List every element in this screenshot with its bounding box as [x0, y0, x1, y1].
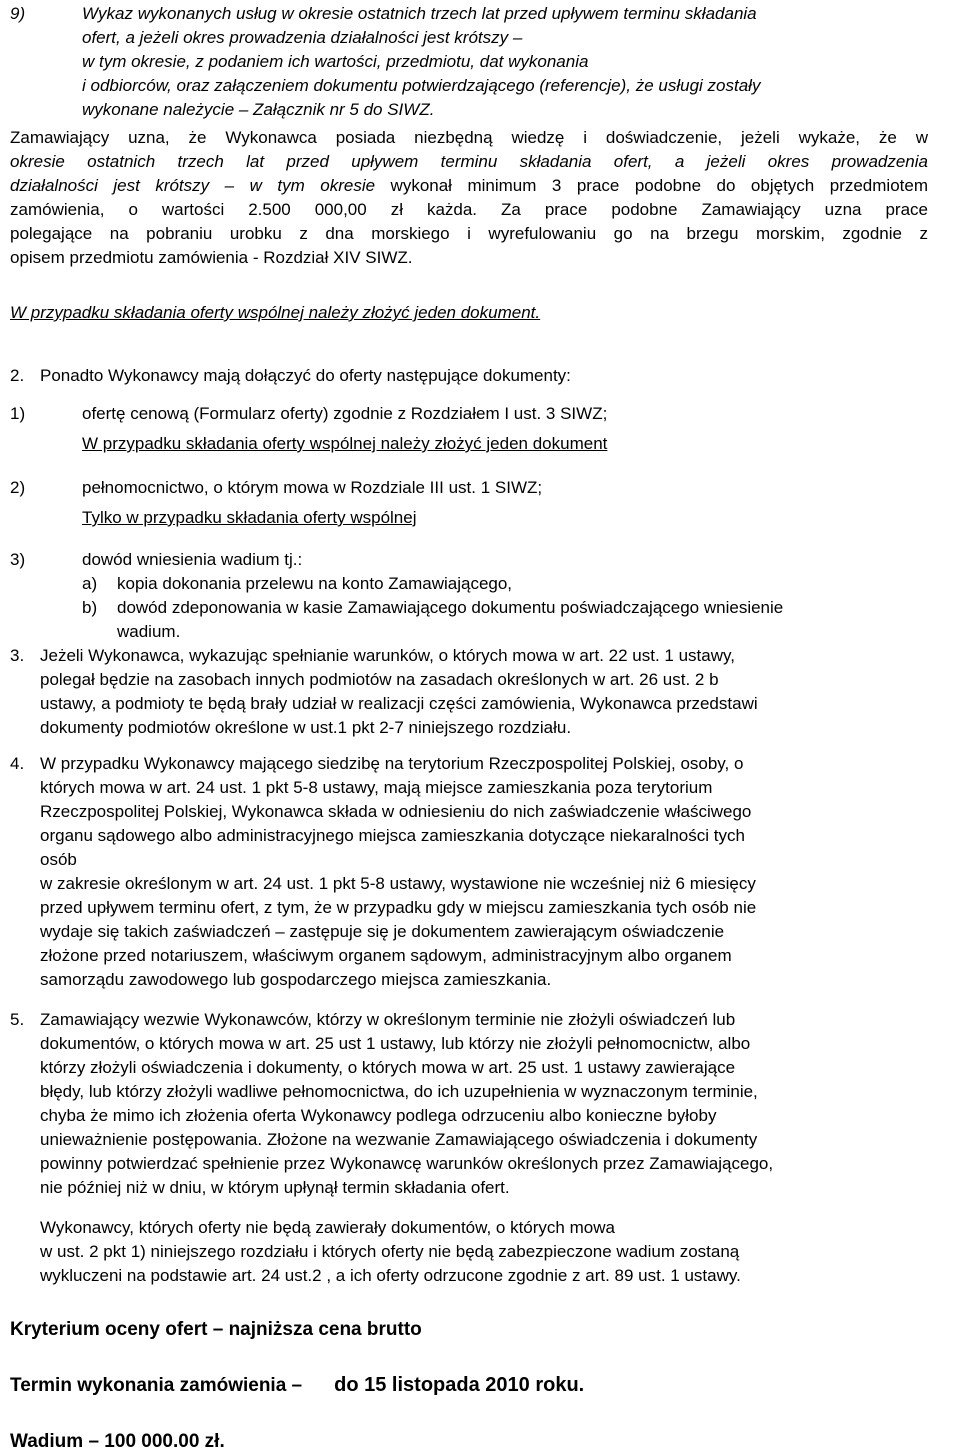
- documents-list: [10, 402, 910, 641]
- item-9-line: i odbiorców, oraz załączeniem dokumentu potwierdzającego (referencje), że usługi zostały: [82, 76, 761, 95]
- completion-deadline: Termin wykonania zamówienia – do 15 listopada 2010 roku.: [10, 1374, 585, 1396]
- list-item-note: W przypadku składania oferty wspólnej należy złożyć jeden dokument: [82, 434, 608, 453]
- list-item: 2) pełnomocnictwo, o którym mowa w Rozdziale III ust. 1 SIWZ;: [10, 478, 543, 497]
- item-9-line: w tym okresie, z podaniem ich wartości, przedmiotu, dat wykonania: [82, 52, 589, 71]
- paragraph-line: zamówienia, o wartości 2.500 000,00 zł każda. Za prace podobne Zamawiający uzna prace: [10, 200, 928, 219]
- item-9-number: 9): [10, 4, 26, 23]
- section-2-heading: [10, 364, 571, 388]
- sub-item-continued: wadium.: [117, 622, 181, 641]
- item-9-line: 9) Wykaz wykonanych usług w okresie ostatnich trzech lat przed upływem terminu składania: [10, 2, 910, 26]
- paragraph-line: polegające na pobraniu urobku z dna morskiego i wyrefulowaniu go na brzegu morskim, zgodnie z: [10, 224, 928, 243]
- list-item-note: Tylko w przypadku składania oferty wspólnej: [82, 508, 417, 527]
- evaluation-criterion: Kryterium oceny ofert – najniższa cena brutto: [10, 1319, 422, 1340]
- experience-paragraph: [10, 126, 928, 270]
- deposit-amount: Wadium – 100 000.00 zł.: [10, 1431, 225, 1452]
- paragraph-line: okresie ostatnich trzech lat przed upływem terminu składania ofert, a jeżeli okres prowadzenia: [10, 152, 928, 171]
- joint-offer-note: W przypadku składania oferty wspólnej należy złożyć jeden dokument.: [10, 303, 541, 322]
- section-4-number: 4.: [10, 754, 25, 773]
- section-5-body: Zamawiający wezwie Wykonawców, którzy w określonym terminie nie złożyli oświadczeń lub dokumentów, o których mowa w art. 25 ust 1 ustawy, lub którzy nie złożyli pełnomocnictw, albo którzy złożyli oświadczenia i dokumenty, o których mowa w art. 25 ust. 1 ustawy zawierające błędy, lub którzy złożyli wadliwe pełnomocnictwa, do ich uzupełnienia w wyznaczonym terminie, chyba że mimo ich złożenia oferta Wykonawcy podlega odrzuceniu albo konieczne byłoby unieważnienie postępowania. Złożone na wezwanie Zamawiającego oświadczenia i dokumenty powinny potwierdzać spełnienie przez Wykonawcę warunków określonych przez Zamawiającego, nie później niż w dniu, w którym upłynął termin składania ofert. Wykonawcy, których oferty nie będą zawierały dokumentów, o których mowa w ust. 2 pkt 1) niniejszego rozdziału i których oferty nie będą zabezpieczone wadium zostaną wykluczeni na podstawie art. 24 ust.2 , a ich oferty odrzucone zgodnie z art. 89 ust. 1 ustawy.: [40, 1010, 774, 1285]
- sub-item: b) dowód zdeponowania w kasie Zamawiającego dokumentu poświadczającego wniesienie: [82, 598, 784, 617]
- section-3-body: Jeżeli Wykonawca, wykazując spełnianie warunków, o których mowa w art. 22 ust. 1 ustawy, polegał będzie na zasobach innych podmiotów na zasadach określonych w art. 26 ust. 2 b ustawy, a podmioty te będą brały udział w realizacji części zamówienia, Wykonawca przedstawi dokumenty podmiotów określone w ust.1 pkt 2-7 niniejszego rozdziału.: [40, 646, 758, 737]
- item-9: [10, 2, 910, 122]
- paragraph-line: Zamawiający uzna, że Wykonawca posiada niezbędną wiedzę i doświadczenie, jeżeli wykaże, że w: [10, 128, 928, 147]
- list-item: 3) dowód wniesienia wadium tj.:: [10, 550, 303, 569]
- section-5-number: 5.: [10, 1010, 25, 1029]
- section-2-text: Ponadto Wykonawcy mają dołączyć do oferty następujące dokumenty:: [40, 366, 571, 385]
- section-4-body: W przypadku Wykonawcy mającego siedzibę na terytorium Rzeczpospolitej Polskiej, osoby, o których mowa w art. 24 ust. 1 pkt 5-8 ustawy, mają miejsce zamieszkania poza terytorium Rzeczpospolitej Polskiej, Wykonawca składa w odniesieniu do nich zaświadczenie właściwego organu sądowego albo administracyjnego miejsca zamieszkania dotyczące niekaralności tych osób w zakresie określonym w art. 24 ust. 1 pkt 5-8 ustawy, wystawione nie wcześniej niż 6 miesięcy przed upływem terminu ofert, z tym, że w przypadku gdy w miejscu zamieszkania tych osób nie wydaje się takich zaświadczeń – zastępuje się je dokumentem zawierającym oświadczenie złożone przed notariuszem, właściwym organem sądowym, administracyjnym albo organem samorządu zawodowego lub gospodarczego miejsca zamieszkania.: [40, 754, 757, 989]
- section-2-number: 2.: [10, 366, 25, 385]
- section-3-number: 3.: [10, 646, 25, 665]
- paragraph-line: opisem przedmiotu zamówienia - Rozdział XIV SIWZ.: [10, 248, 413, 267]
- item-9-line: wykonane należycie – Załącznik nr 5 do SIWZ.: [82, 100, 435, 119]
- list-item: 1) ofertę cenową (Formularz oferty) zgodnie z Rozdziałem I ust. 3 SIWZ;: [10, 404, 608, 423]
- paragraph-line: działalności jest krótszy – w tym okresie wykonał minimum 3 prace podobne do objętych przedmiotem: [10, 176, 928, 195]
- sub-item: a) kopia dokonania przelewu na konto Zamawiającego,: [82, 574, 513, 593]
- item-9-line: ofert, a jeżeli okres prowadzenia działalności jest krótszy –: [82, 28, 523, 47]
